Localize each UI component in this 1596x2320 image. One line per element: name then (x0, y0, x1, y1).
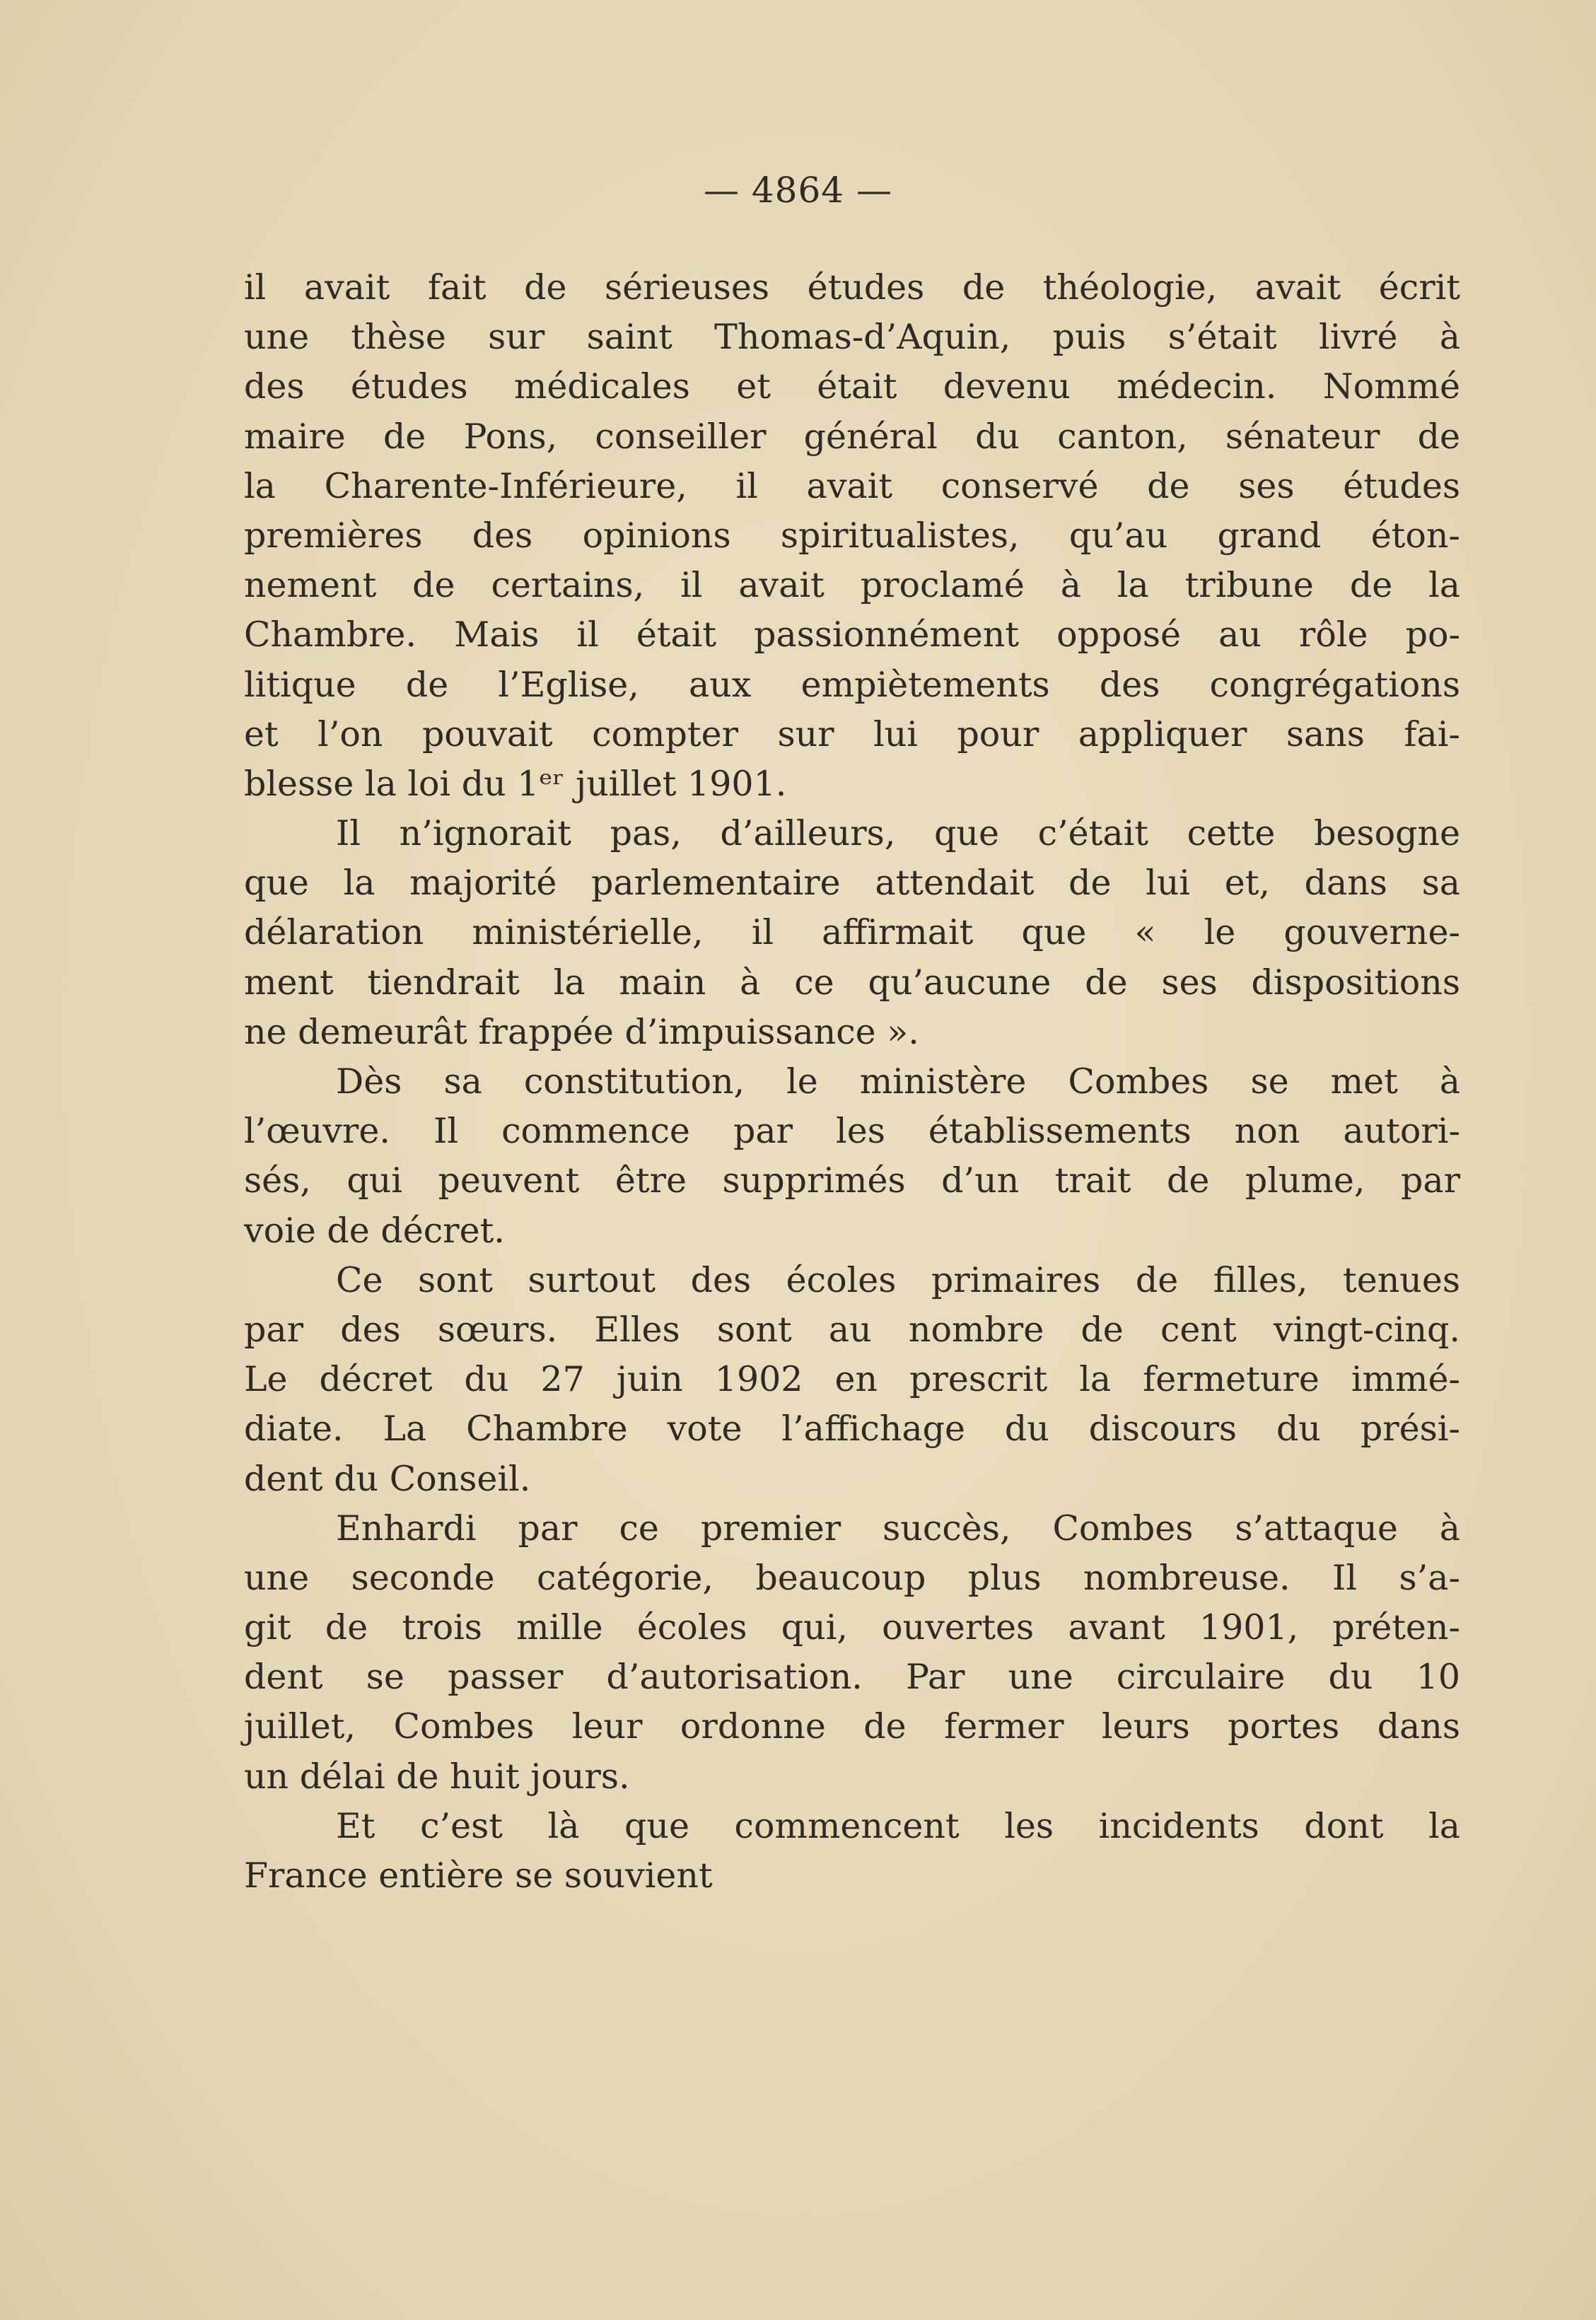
body-text (244, 263, 1460, 1901)
text-line: premières des opinions spiritualistes, qu’au grand éton- (244, 515, 1460, 556)
text-line: par des sœurs. Elles sont au nombre de cent vingt-cinq. (244, 1309, 1460, 1350)
text-line: git de trois mille écoles qui, ouvertes avant 1901, préten- (244, 1607, 1460, 1648)
text-line: sés, qui peuvent être supprimés d’un trait de plume, par (244, 1160, 1460, 1201)
text-line: dent se passer d’autorisation. Par une circulaire du 10 (244, 1657, 1460, 1698)
text-line: ment tiendrait la main à ce qu’aucune de ses dispositions (244, 962, 1460, 1003)
text-line: délaration ministérielle, il affirmait que « le gouverne- (244, 912, 1460, 953)
paragraph (244, 263, 1460, 809)
text-line: nement de certains, il avait proclamé à la tribune de la (244, 565, 1460, 606)
text-line: que la majorité parlementaire attendait de lui et, dans sa (244, 863, 1460, 904)
page-number: — 4864 — (703, 170, 893, 211)
text-line: et l’on pouvait compter sur lui pour appliquer sans fai- (244, 713, 1460, 754)
text-line: ne demeurât frappée d’impuissance ». (244, 1011, 919, 1052)
paragraph (244, 1057, 1460, 1256)
text-line: Et c’est là que commencent les incidents dont la (336, 1805, 1460, 1846)
text-line: France entière se souvient (244, 1855, 713, 1896)
text-line: des études médicales et était devenu médecin. Nommé (244, 366, 1460, 407)
text-line: dent du Conseil. (244, 1458, 531, 1499)
text-line: Enhardi par ce premier succès, Combes s’attaque à (336, 1508, 1460, 1549)
text-line: blesse la loi du 1ᵉʳ juillet 1901. (244, 763, 787, 804)
text-line: litique de l’Eglise, aux empiètements des congrégations (244, 664, 1460, 705)
text-line: Il n’ignorait pas, d’ailleurs, que c’était cette besogne (336, 813, 1460, 854)
text-line: Le décret du 27 juin 1902 en prescrit la fermeture immé- (244, 1359, 1460, 1400)
text-line: Chambre. Mais il était passionnément opposé au rôle po- (244, 614, 1460, 655)
text-line: Dès sa constitution, le ministère Combes se met à (336, 1061, 1460, 1102)
text-line: l’œuvre. Il commence par les établissements non autori- (244, 1111, 1460, 1152)
paragraph (244, 1802, 1460, 1901)
text-line: maire de Pons, conseiller général du canton, sénateur de (244, 416, 1460, 457)
text-line: une thèse sur saint Thomas-d’Aquin, puis s’était livré à (244, 317, 1460, 358)
text-line: la Charente-Inférieure, il avait conservé de ses études (244, 465, 1460, 506)
text-line: Ce sont surtout des écoles primaires de filles, tenues (336, 1259, 1460, 1300)
paragraph (244, 1504, 1460, 1802)
text-line: diate. La Chambre vote l’affichage du discours du prési- (244, 1409, 1460, 1450)
text-line: juillet, Combes leur ordonne de fermer leurs portes dans (244, 1706, 1460, 1747)
text-line: une seconde catégorie, beaucoup plus nombreuse. Il s’a- (244, 1557, 1460, 1598)
paragraph (244, 809, 1460, 1057)
text-line: un délai de huit jours. (244, 1756, 630, 1797)
text-line: voie de décret. (244, 1210, 505, 1251)
text-line: il avait fait de sérieuses études de théologie, avait écrit (244, 267, 1460, 308)
paragraph (244, 1256, 1460, 1504)
